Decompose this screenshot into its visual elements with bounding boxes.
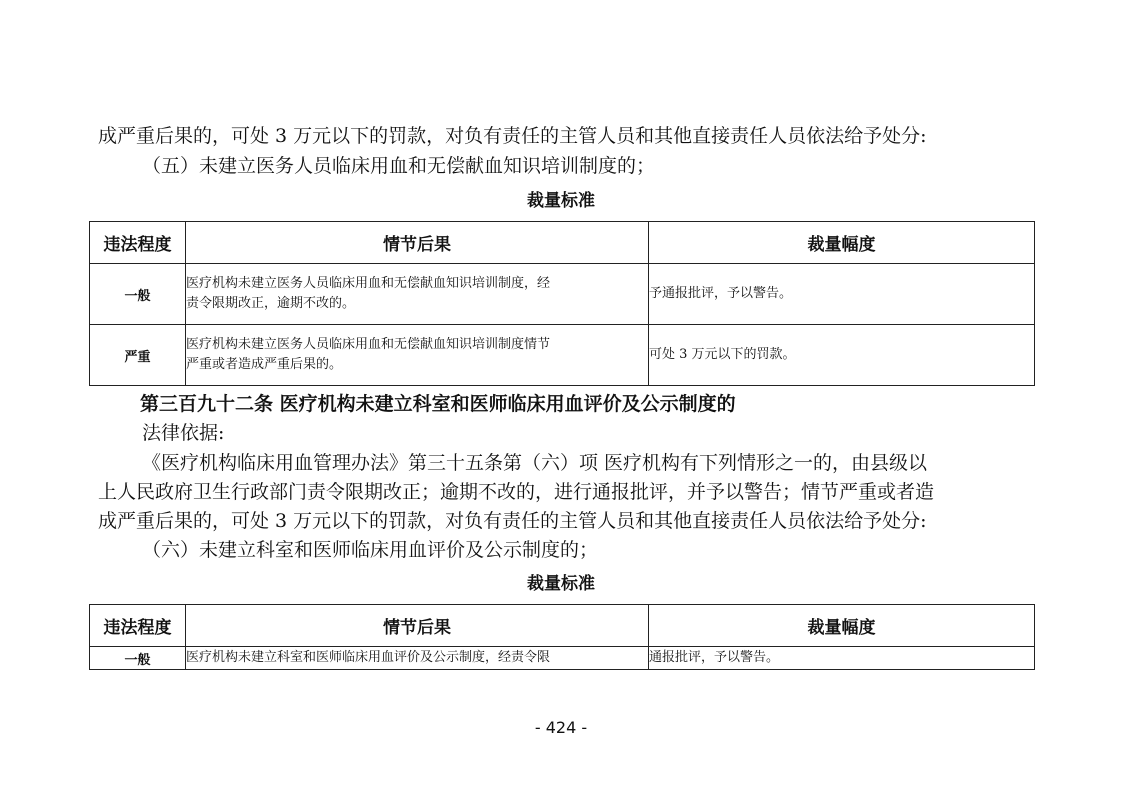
range-cell: 通报批评，予以警告。 xyxy=(649,647,1035,670)
table-row xyxy=(90,647,1035,670)
page-number: - 424 - xyxy=(534,718,588,737)
table1-header-row xyxy=(90,222,1035,264)
range-cell: 可处 3 万元以下的罚款。 xyxy=(649,325,1035,386)
circumstance-line: 医疗机构未建立医务人员临床用血和无偿献血知识培训制度，经 xyxy=(186,276,551,291)
paragraph-line: 《医疗机构临床用血管理办法》第三十五条第（六）项 医疗机构有下列情形之一的，由县级以 xyxy=(142,452,928,474)
range-cell: 予通报批评，予以警告。 xyxy=(649,264,1035,325)
header-level: 违法程度 xyxy=(90,222,186,264)
table2-caption: 裁量标准 xyxy=(527,574,595,594)
header-circumstance: 情节后果 xyxy=(186,222,649,264)
table-row xyxy=(90,325,1035,386)
circumstance-line: 严重或者造成严重后果的。 xyxy=(186,357,343,372)
paragraph-line: 上人民政府卫生行政部门责令限期改正；逾期不改的，进行通报批评，并予以警告；情节严重或者造 xyxy=(98,481,935,503)
level-cell: 严重 xyxy=(90,325,186,386)
level-cell: 一般 xyxy=(90,647,186,670)
header-range: 裁量幅度 xyxy=(649,222,1035,264)
table1 xyxy=(89,221,1035,386)
item-six: （六）未建立科室和医师临床用血评价及公示制度的； xyxy=(142,539,599,561)
table-row xyxy=(90,264,1035,325)
paragraph-line: 成严重后果的，可处 3 万元以下的罚款，对负有责任的主管人员和其他直接责任人员依法给予处分: xyxy=(98,510,927,532)
circumstance-line: 责令限期改正，逾期不改的。 xyxy=(186,296,356,311)
table1-caption: 裁量标准 xyxy=(527,191,595,211)
paragraph-line: 成严重后果的，可处 3 万元以下的罚款，对负有责任的主管人员和其他直接责任人员依法给予处分: xyxy=(98,125,927,147)
circumstance-line: 医疗机构未建立医务人员临床用血和无偿献血知识培训制度情节 xyxy=(186,337,551,352)
header-range: 裁量幅度 xyxy=(649,605,1035,647)
table2 xyxy=(89,604,1035,670)
legal-basis-label: 法律依据: xyxy=(142,422,225,444)
article-title: 第三百九十二条 医疗机构未建立科室和医师临床用血评价及公示制度的 xyxy=(140,393,736,415)
header-level: 违法程度 xyxy=(90,605,186,647)
circumstance-cell xyxy=(186,264,649,325)
header-circumstance: 情节后果 xyxy=(186,605,649,647)
level-cell: 一般 xyxy=(90,264,186,325)
table2-header-row xyxy=(90,605,1035,647)
item-five: （五）未建立医务人员临床用血和无偿献血知识培训制度的； xyxy=(142,155,656,177)
circumstance-cell xyxy=(186,325,649,386)
circumstance-cell: 医疗机构未建立科室和医师临床用血评价及公示制度，经责令限 xyxy=(186,647,649,670)
